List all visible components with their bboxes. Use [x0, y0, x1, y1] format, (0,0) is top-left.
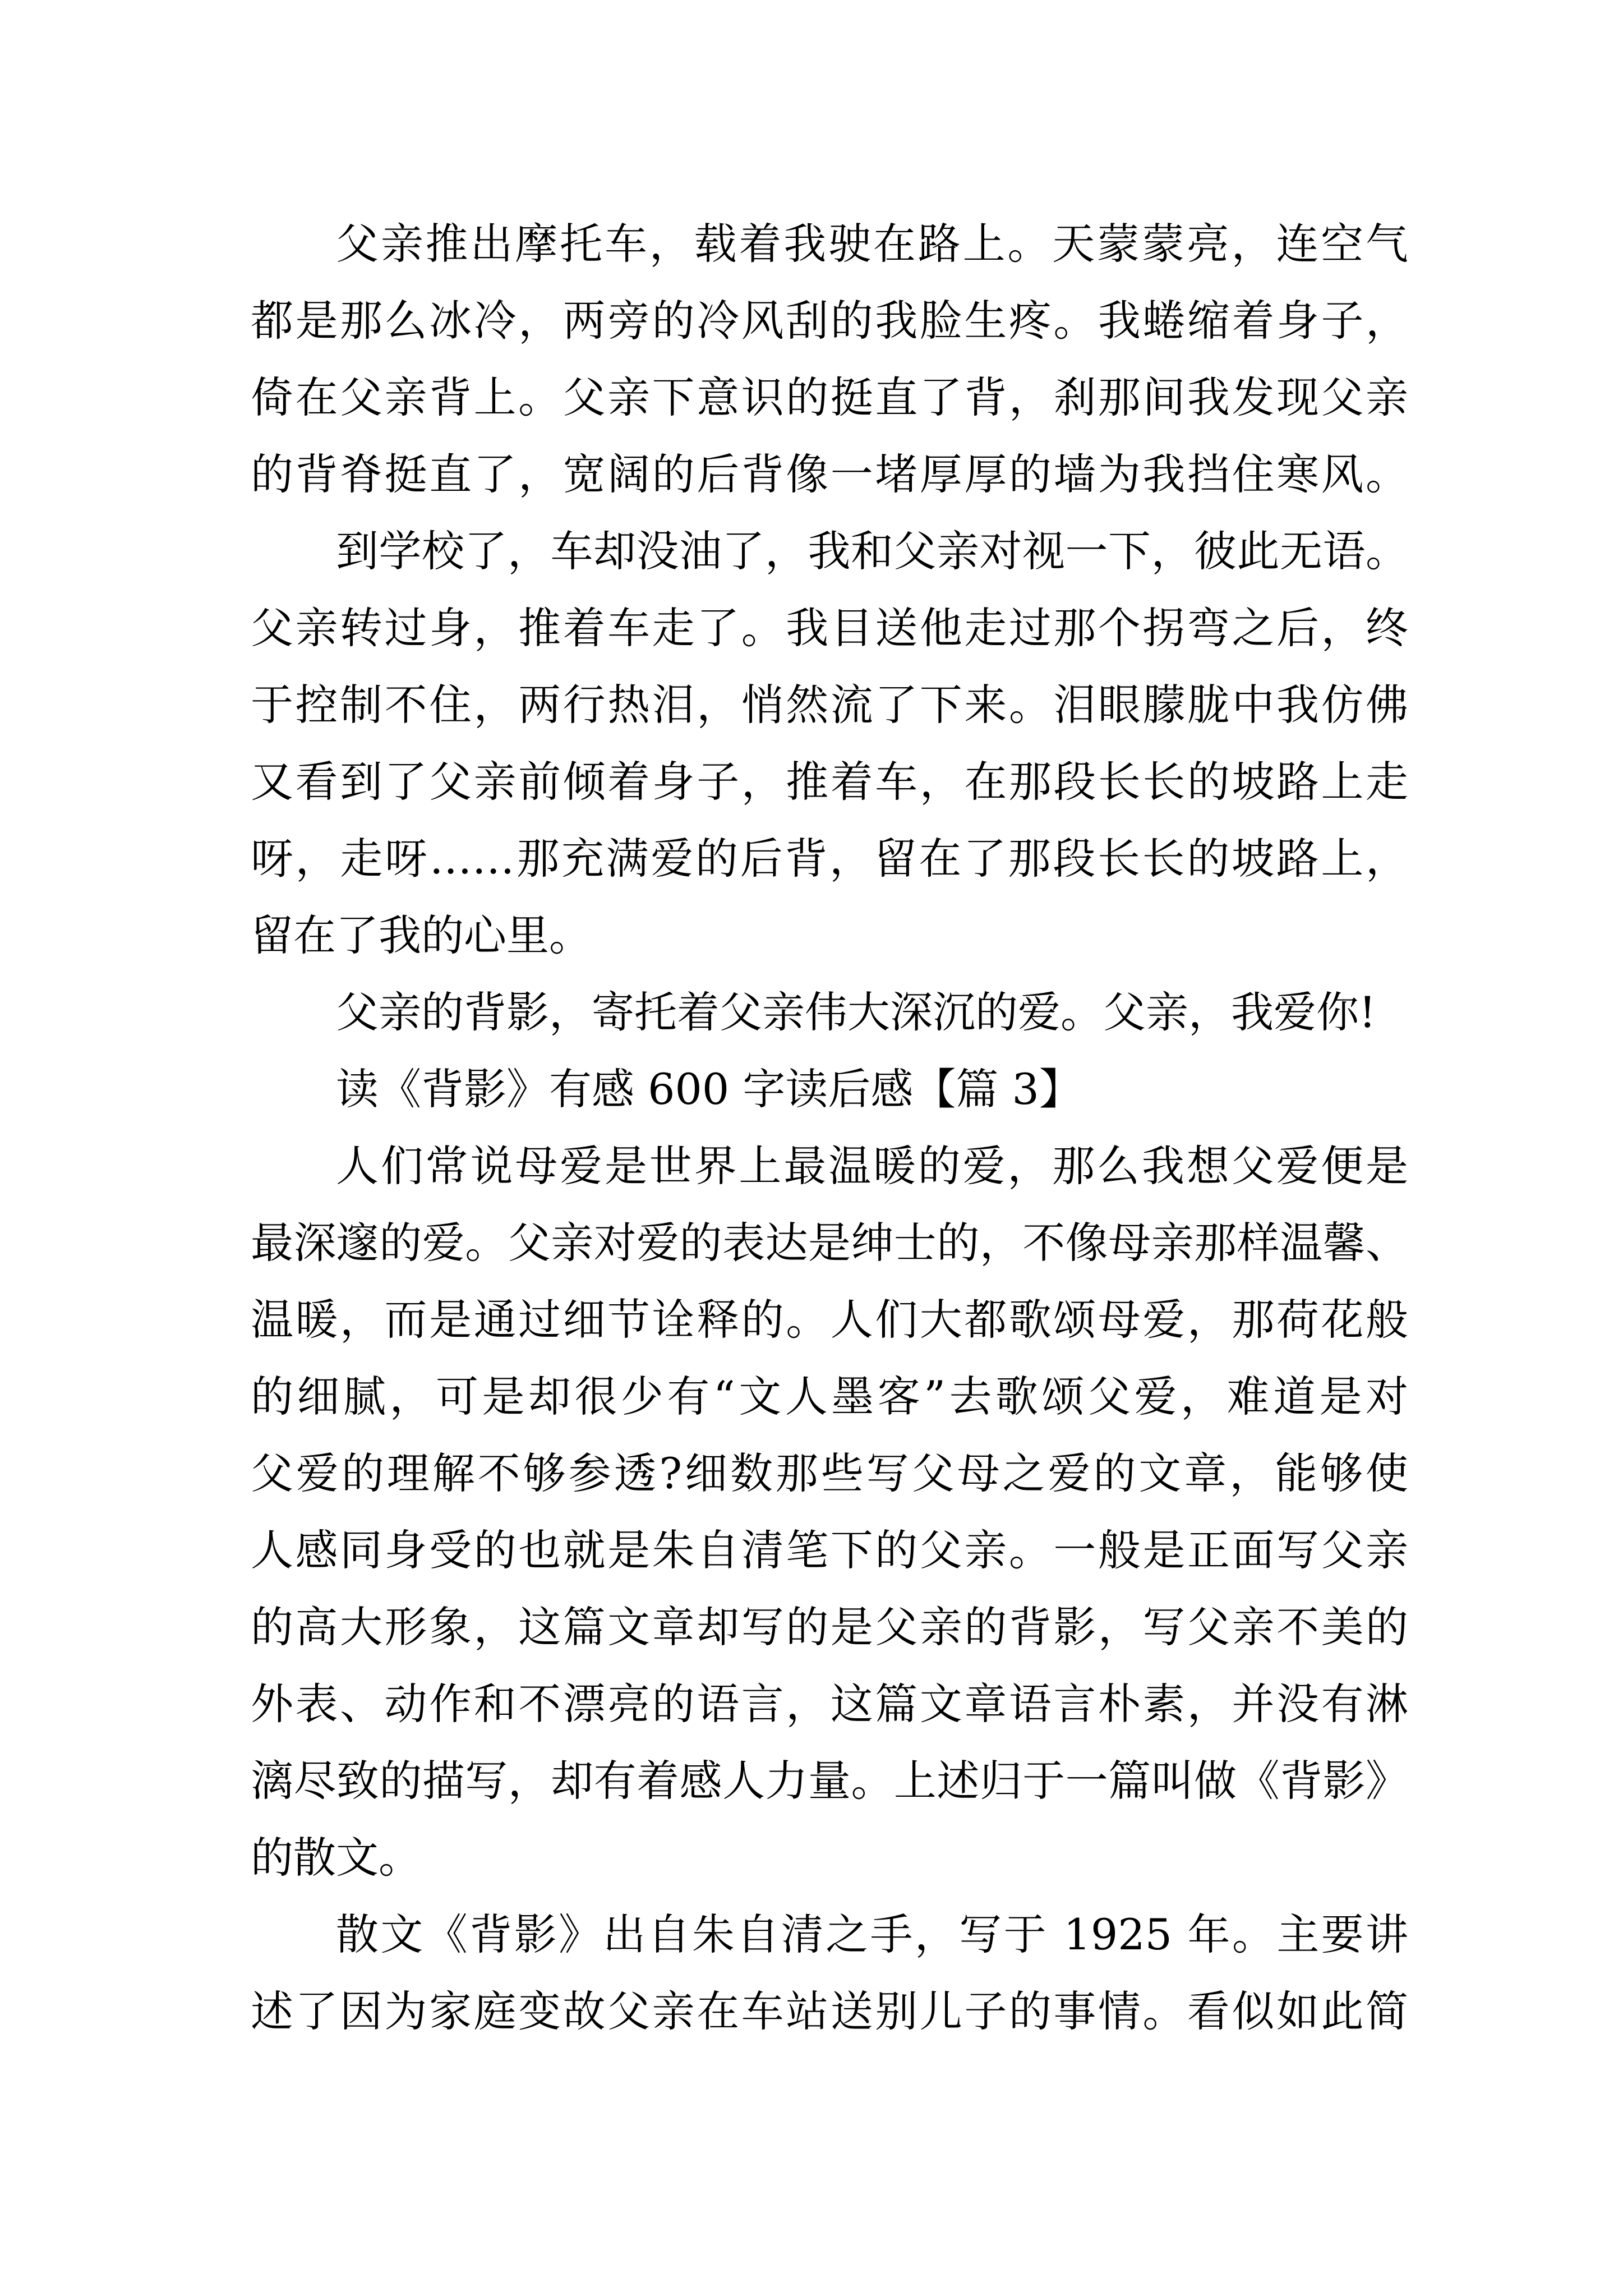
text-line: 外表、动作和不漂亮的语言，这篇文章语言朴素，并没有淋	[251, 1679, 1408, 1729]
text-line: 述了因为家庭变故父亲在车站送别儿子的事情。看似如此简	[251, 1986, 1408, 2036]
body-text	[251, 205, 1408, 2050]
text-line: 父亲的背影，寄托着父亲伟大深沉的爱。父亲，我爱你!	[336, 987, 1376, 1037]
section-heading	[251, 1051, 1408, 1128]
text-line: 都是那么冰冷，两旁的冷风刮的我脸生疼。我蜷缩着身子，	[251, 296, 1408, 346]
text-line: 的背脊挺直了，宽阔的后背像一堵厚厚的墙为我挡住寒风。	[251, 449, 1408, 499]
paragraph	[251, 205, 1408, 513]
text-line: 最深邃的爱。父亲对爱的表达是绅士的，不像母亲那样温馨、	[251, 1218, 1408, 1268]
section-heading-text: 读《背影》有感 600 字读后感【篇 3】	[336, 1064, 1082, 1114]
text-line: 父爱的理解不够参透?细数那些写父母之爱的文章，能够使	[251, 1448, 1408, 1498]
text-line: 温暖，而是通过细节诠释的。人们大都歌颂母爱，那荷花般	[251, 1295, 1408, 1345]
text-line: 人感同身受的也就是朱自清笔下的父亲。一般是正面写父亲	[251, 1525, 1408, 1575]
text-line: 的细腻，可是却很少有“文人墨客”去歌颂父爱，难道是对	[251, 1372, 1408, 1421]
text-line: 呀，走呀……那充满爱的后背，留在了那段长长的坡路上，	[251, 834, 1408, 884]
text-line: 漓尽致的描写，却有着感人力量。上述归于一篇叫做《背影》	[251, 1756, 1408, 1806]
text-line: 于控制不住，两行热泪，悄然流了下来。泪眼朦胧中我仿佛	[251, 680, 1408, 730]
text-line: 的高大形象，这篇文章却写的是父亲的背影，写父亲不美的	[251, 1602, 1408, 1652]
text-line: 父亲转过身，推着车走了。我目送他走过那个拐弯之后，终	[251, 603, 1408, 653]
paragraph	[251, 513, 1408, 974]
text-line: 又看到了父亲前倾着身子，推着车，在那段长长的坡路上走	[251, 757, 1408, 807]
paragraph	[251, 974, 1408, 1051]
text-line: 留在了我的心里。	[251, 910, 592, 960]
text-line: 散文《背影》出自朱自清之手，写于 1925 年。主要讲	[336, 1910, 1408, 1959]
paragraph	[251, 1128, 1408, 1896]
text-line: 倚在父亲背上。父亲下意识的挺直了背，刹那间我发现父亲	[251, 372, 1408, 422]
text-line: 的散文。	[251, 1833, 421, 1883]
text-line: 人们常说母爱是世界上最温暖的爱，那么我想父爱便是	[336, 1141, 1408, 1191]
text-line: 到学校了，车却没油了，我和父亲对视一下，彼此无语。	[336, 526, 1408, 576]
text-line: 父亲推出摩托车，载着我驶在路上。天蒙蒙亮，连空气	[336, 219, 1408, 269]
paragraph	[251, 1896, 1408, 2050]
